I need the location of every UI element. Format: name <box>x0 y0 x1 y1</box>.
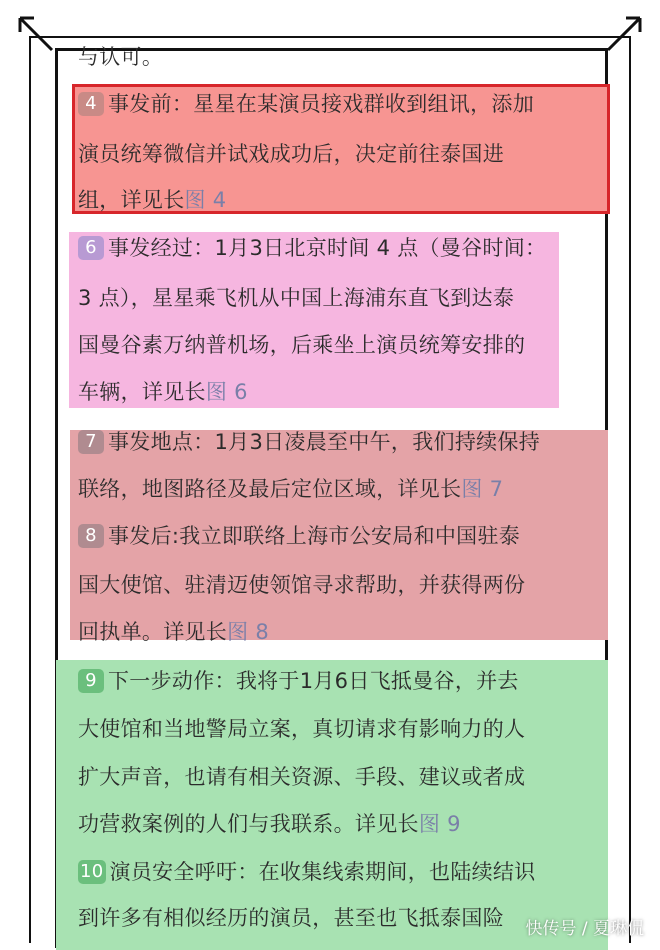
section-4-label: 事发前： <box>108 92 194 116</box>
section-7-label: 事发地点： <box>108 430 215 454</box>
section-7-line-1 <box>78 427 540 457</box>
badge-6: 6 <box>78 236 104 260</box>
section-4-line-2: 演员统筹微信并试戏成功后，决定前往泰国进 <box>78 142 504 166</box>
section-4-text-3: 组，详见长 <box>78 188 185 212</box>
figure-ref-6[interactable]: 图 6 <box>205 380 248 404</box>
section-8-label: 事发后: <box>108 524 180 548</box>
badge-8: 8 <box>78 524 104 548</box>
section-9-text-4: 功营救案例的人们与我联系。详见长 <box>78 812 419 836</box>
section-10-label: 演员安全呼吁： <box>109 860 259 884</box>
outer-frame-right <box>629 36 631 943</box>
section-6-line-2: 3 点），星星乘飞机从中国上海浦东直飞到达泰 <box>78 286 515 310</box>
badge-9: 9 <box>78 669 104 693</box>
section-10-text-1: 在收集线索期间，也陆续结识 <box>258 860 536 884</box>
outer-frame-top <box>29 36 631 38</box>
section-6-line-1 <box>78 233 546 263</box>
figure-ref-7[interactable]: 图 7 <box>461 477 504 501</box>
section-4-text-1: 星星在某演员接戏群收到组讯，添加 <box>193 92 535 116</box>
section-10-line-1 <box>78 857 536 887</box>
figure-ref-4[interactable]: 图 4 <box>184 188 227 212</box>
section-4-line-3 <box>78 185 226 215</box>
section-7-line-2 <box>78 474 503 504</box>
figure-ref-9[interactable]: 图 9 <box>418 812 461 836</box>
section-6-label: 事发经过： <box>108 236 215 260</box>
outer-frame-left <box>29 36 31 943</box>
section-10-line-2: 到许多有相似经历的演员，甚至也飞抵泰国险 <box>78 906 504 930</box>
section-9-text-1: 我将于1月6日飞抵曼谷，并去 <box>235 669 519 693</box>
section-8-line-1 <box>78 521 520 551</box>
section-7-text-1: 1月3日凌晨至中午，我们持续保持 <box>214 430 541 454</box>
section-9-line-2: 大使馆和当地警局立案，真切请求有影响力的人 <box>78 717 526 741</box>
section-8-line-2: 国大使馆、驻清迈使领馆寻求帮助，并获得两份 <box>78 573 526 597</box>
section-6-line-3: 国曼谷素万纳普机场，后乘坐上演员统筹安排的 <box>78 333 526 357</box>
section-8-line-3 <box>78 617 269 647</box>
section-6-line-4 <box>78 377 248 407</box>
corner-arrow-right-icon <box>604 14 644 54</box>
figure-ref-8[interactable]: 图 8 <box>227 620 270 644</box>
section-7-text-2: 联络，地图路径及最后定位区域，详见长 <box>78 477 462 501</box>
section-9-line-4 <box>78 809 461 839</box>
section-4-line-1 <box>78 89 534 119</box>
section-8-text-1: 我立即联络上海市公安局和中国驻泰 <box>179 524 521 548</box>
badge-4: 4 <box>78 92 104 116</box>
section-6-text-1: 1月3日北京时间 4 点（曼谷时间： <box>214 236 547 260</box>
top-line: 与认可。 <box>78 45 164 69</box>
corner-arrow-left-icon <box>16 14 56 54</box>
section-9-line-1 <box>78 666 519 696</box>
section-9-label: 下一步动作： <box>108 669 236 693</box>
section-6-text-4: 车辆，详见长 <box>78 380 206 404</box>
badge-10: 10 <box>80 861 104 882</box>
watermark: 快传号 / 夏琳侃 <box>525 919 644 939</box>
section-9-line-3: 扩大声音，也请有相关资源、手段、建议或者成 <box>78 765 526 789</box>
section-8-text-3: 回执单。详见长 <box>78 620 228 644</box>
badge-7: 7 <box>78 430 104 454</box>
